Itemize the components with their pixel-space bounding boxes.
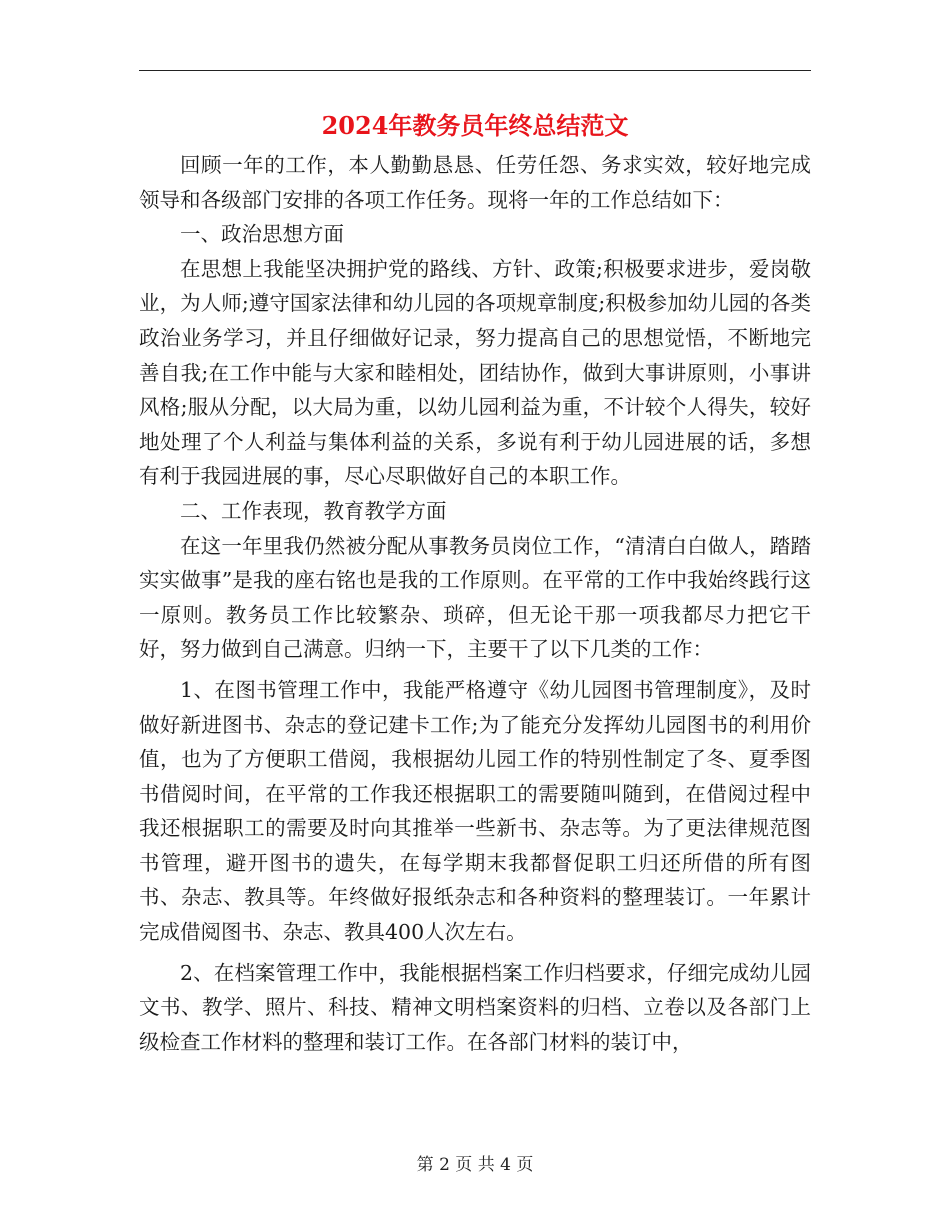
section-heading-work: 二、工作表现，教育教学方面: [180, 498, 447, 523]
section-heading-political: 一、政治思想方面: [180, 222, 344, 247]
paragraph-archive: 2、在档案管理工作中，我能根据档案工作归档要求，仔细完成幼儿园文书、教学、照片、科技、精神文明档案资料的归档、立卷以及各部门上级检查工作材料的整理和装订工作。在各部门材料的装订中，: [139, 960, 811, 1054]
document-body: [139, 148, 811, 1059]
document-title: 2024年教务员年终总结范文: [321, 111, 629, 140]
paragraph-intro: 回顾一年的工作，本人勤勤恳恳、任劳任怨、务求实效，较好地完成领导和各级部门安排的各项工作任务。现将一年的工作总结如下：: [139, 153, 811, 212]
paragraph-work: 在这一年里我仍然被分配从事教务员岗位工作，“清清白白做人，踏踏实实做事”是我的座右铭也是我的工作原则。在平常的工作中我始终践行这一原则。教务员工作比较繁杂、琐碎，但无论干那一项我都尽力把它干好，努力做到自己满意。归纳一下，主要干了以下几类的工作：: [139, 533, 811, 662]
header-rule: [139, 70, 811, 71]
paragraph-political: 在思想上我能坚决拥护党的路线、方针、政策;积极要求进步，爱岗敬业，为人师;遵守国家法律和幼儿园的各项规章制度;积极参加幼儿园的各类政治业务学习，并且仔细做好记录，努力提高自己的思想觉悟，不断地完善自我;在工作中能与大家和睦相处，团结协作，做到大事讲原则，小事讲风格;服从分配，以大局为重，以幼儿园利益为重，不计较个人得失，较好地处理了个人利益与集体利益的关系，多说有利于幼儿园进展的话，多想有利于我园进展的事，尽心尽职做好自己的本职工作。: [139, 256, 811, 489]
paragraph-library: 1、在图书管理工作中，我能严格遵守《幼儿园图书管理制度》，及时做好新进图书、杂志的登记建卡工作;为了能充分发挥幼儿园图书的利用价值，也为了方便职工借阅，我根据幼儿园工作的特别性制定了冬、夏季图书借阅时间，在平常的工作我还根据职工的需要随叫随到，在借阅过程中我还根据职工的需要及时向其推举一些新书、杂志等。为了更法律规范图书管理，避开图书的遗失，在每学期末我都督促职工归还所借的所有图书、杂志、教具等。年终做好报纸杂志和各种资料的整理装订。一年累计完成借阅图书、杂志、教具400人次左右。: [139, 677, 811, 945]
page-number: 第 2 页 共 4 页: [416, 1155, 534, 1175]
